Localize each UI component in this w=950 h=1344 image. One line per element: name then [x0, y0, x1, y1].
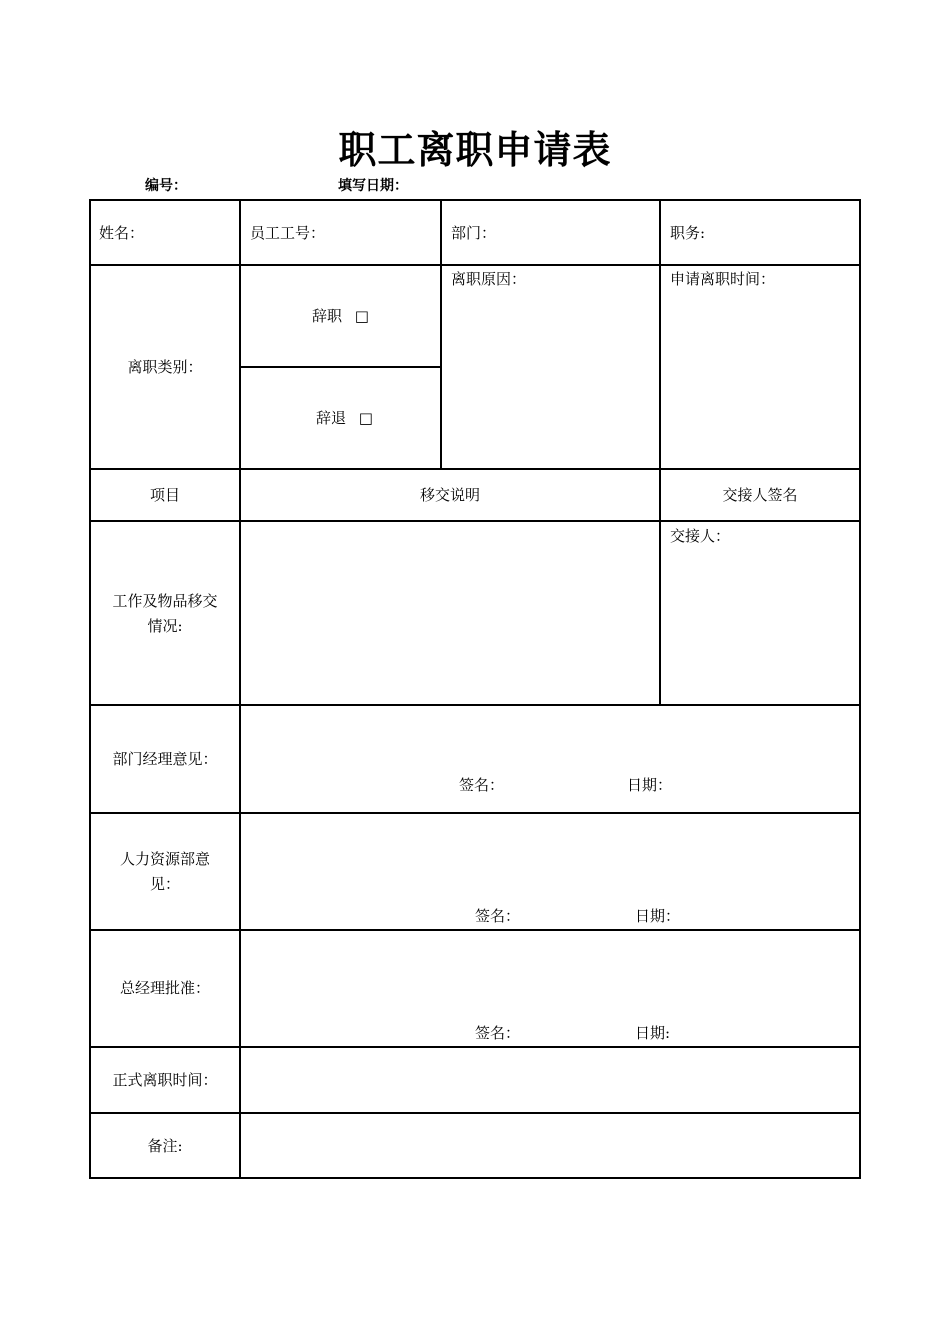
handover-person-label: 交接人： [670, 527, 731, 545]
number-label: 编号： [145, 178, 187, 194]
column-divider [239, 199, 241, 1179]
column-divider [659, 199, 661, 706]
reason-label: 离职原因： [451, 270, 527, 288]
row-divider [89, 468, 861, 470]
hr-opinion-label-line2: 见： [149, 875, 180, 893]
handover-situation-label-line2: 情况: [147, 617, 183, 635]
dept-manager-date-label: 日期： [627, 776, 673, 794]
handover-sign-header: 交接人签名 [722, 486, 798, 504]
row-divider [89, 1112, 861, 1114]
table-border-left [89, 199, 91, 1179]
gm-approval-label: 总经理批准： [119, 979, 210, 997]
dismiss-option[interactable] [316, 406, 373, 430]
table-border-bottom [89, 1177, 861, 1179]
table-border-top [89, 199, 861, 201]
item-header: 项目 [149, 486, 180, 504]
table-border-right [859, 199, 861, 1179]
page-title: 职工离职申请表 [338, 128, 612, 172]
remarks-label: 备注: [147, 1137, 183, 1155]
row-divider [89, 520, 861, 522]
dismiss-label: 辞退 [316, 409, 347, 427]
name-label: 姓名： [99, 224, 145, 242]
dept-manager-opinion-label: 部门经理意见： [112, 750, 218, 768]
row-divider [89, 812, 861, 814]
gm-date-label: 日期: [635, 1024, 671, 1042]
row-divider [89, 929, 861, 931]
apply-time-label: 申请离职时间： [670, 270, 776, 288]
hr-sign-label: 签名： [475, 907, 521, 925]
row-divider [239, 366, 442, 368]
resign-option[interactable] [312, 304, 369, 328]
handover-desc-header: 移交说明 [419, 486, 480, 504]
category-label: 离职类别： [127, 358, 203, 376]
column-divider [440, 199, 442, 470]
gm-sign-label: 签名： [475, 1024, 521, 1042]
hr-date-label: 日期： [635, 907, 681, 925]
fill-date-label: 填写日期： [338, 178, 408, 194]
hr-opinion-label-line1: 人力资源部意 [119, 850, 210, 868]
resign-checkbox[interactable]: □ [354, 307, 369, 325]
employee-id-label: 员工工号： [250, 224, 326, 242]
row-divider [89, 704, 861, 706]
resign-label: 辞职 [312, 307, 343, 325]
handover-situation-label-line1: 工作及物品移交 [112, 592, 218, 610]
row-divider [89, 1046, 861, 1048]
department-label: 部门： [451, 224, 497, 242]
position-label: 职务: [670, 224, 706, 242]
row-divider [89, 264, 861, 266]
dismiss-checkbox[interactable]: □ [358, 409, 373, 427]
official-leave-time-label: 正式离职时间： [112, 1071, 218, 1089]
dept-manager-sign-label: 签名： [459, 776, 505, 794]
